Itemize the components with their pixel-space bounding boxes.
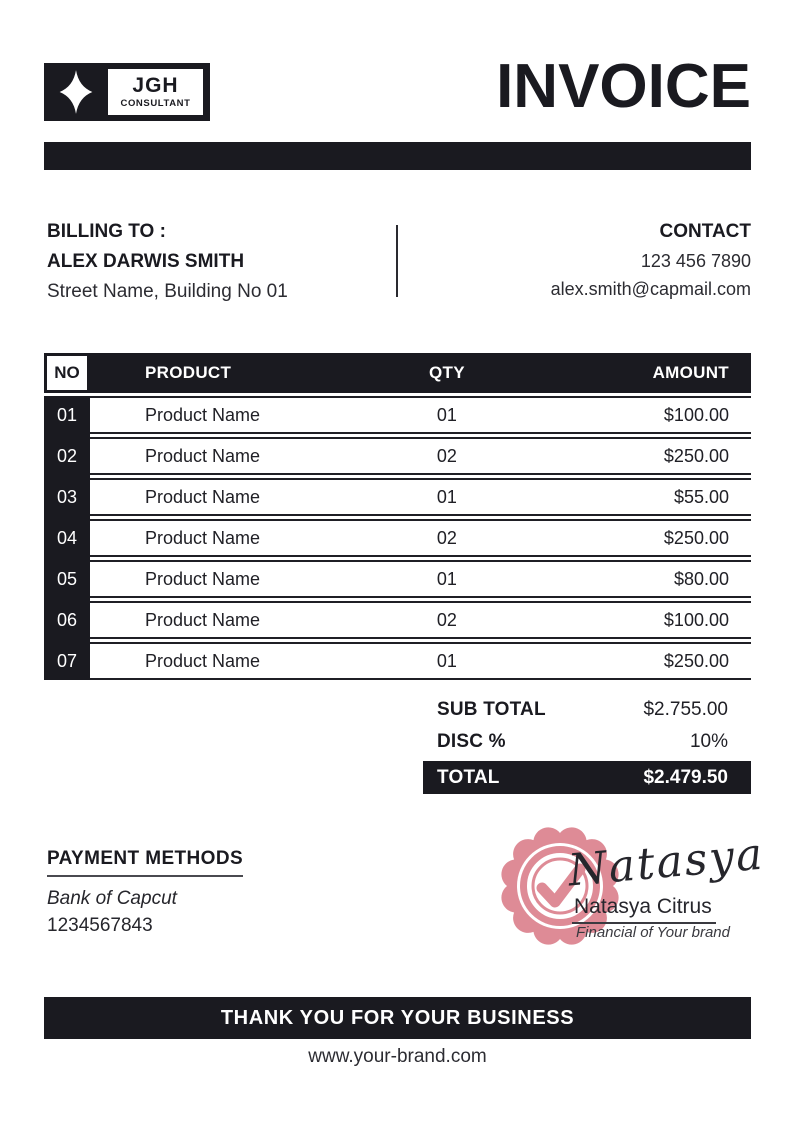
subtotal-row xyxy=(423,694,751,726)
discount-value: 10% xyxy=(689,731,728,752)
payment-bank: Bank of Capcut xyxy=(47,888,177,909)
header-amount: AMOUNT xyxy=(652,363,729,382)
header-qty: QTY xyxy=(428,363,465,382)
thank-you-banner xyxy=(44,997,751,1039)
row-product: Product Name xyxy=(145,650,261,671)
brand-logo xyxy=(44,63,210,121)
row-no: 06 xyxy=(56,609,78,630)
row-content xyxy=(90,437,751,475)
row-qty: 01 xyxy=(436,650,457,671)
table-header-row xyxy=(44,353,751,393)
contact-email: alex.smith@capmail.com xyxy=(550,279,751,299)
row-qty: 01 xyxy=(436,486,457,507)
row-amount: $55.00 xyxy=(673,486,729,507)
total-value: $2.479.50 xyxy=(643,766,728,788)
table-body xyxy=(44,396,751,680)
row-no: 03 xyxy=(56,486,78,507)
brand-initials: JGH xyxy=(132,74,179,97)
row-no: 05 xyxy=(56,568,78,589)
row-content xyxy=(90,560,751,598)
table-row xyxy=(44,396,751,434)
row-content xyxy=(90,601,751,639)
billing-label: BILLING TO : xyxy=(47,221,166,242)
row-amount: $100.00 xyxy=(663,404,729,425)
row-no: 01 xyxy=(56,404,78,425)
row-amount: $80.00 xyxy=(673,568,729,589)
total-label: TOTAL xyxy=(437,766,500,788)
header-divider-bar xyxy=(44,142,751,170)
row-amount: $250.00 xyxy=(663,527,729,548)
billing-address: Street Name, Building No 01 xyxy=(47,281,288,302)
discount-row xyxy=(423,726,751,758)
row-content xyxy=(90,519,751,557)
header-product: PRODUCT xyxy=(145,363,232,382)
signature-script: Natasya xyxy=(565,828,766,897)
discount-label: DISC % xyxy=(437,731,506,752)
brand-subtitle: CONSULTANT xyxy=(120,98,191,109)
row-product: Product Name xyxy=(145,404,261,425)
table-row xyxy=(44,519,751,557)
contact-label: CONTACT xyxy=(659,221,751,242)
row-amount: $100.00 xyxy=(663,609,729,630)
table-row xyxy=(44,601,751,639)
row-qty: 02 xyxy=(436,527,457,548)
page-title: INVOICE xyxy=(496,52,751,121)
header-rest xyxy=(90,353,751,393)
row-product: Product Name xyxy=(145,527,261,548)
row-amount: $250.00 xyxy=(663,445,729,466)
header-no: NO xyxy=(44,353,90,393)
subtotal-value: $2.755.00 xyxy=(643,699,728,720)
row-qty: 02 xyxy=(436,445,457,466)
vertical-divider xyxy=(396,225,398,297)
payment-heading: PAYMENT METHODS xyxy=(47,848,243,877)
table-row xyxy=(44,437,751,475)
table-row xyxy=(44,560,751,598)
signatory-role: Financial of Your brand xyxy=(576,924,730,941)
row-product: Product Name xyxy=(145,486,261,507)
row-product: Product Name xyxy=(145,445,261,466)
signature-block xyxy=(480,815,766,965)
subtotal-label: SUB TOTAL xyxy=(437,699,546,720)
thank-you-text: THANK YOU FOR YOUR BUSINESS xyxy=(220,1006,575,1029)
contact-phone: 123 456 7890 xyxy=(640,251,751,271)
row-content xyxy=(90,478,751,516)
row-no: 07 xyxy=(56,650,78,671)
billing-name: ALEX DARWIS SMITH xyxy=(47,251,245,272)
totals-section xyxy=(423,694,751,794)
payment-account-number: 1234567843 xyxy=(47,915,153,936)
sparkle-icon xyxy=(56,68,96,116)
table-row xyxy=(44,642,751,680)
row-amount: $250.00 xyxy=(663,650,729,671)
signatory-name: Natasya Citrus xyxy=(572,895,716,924)
row-qty: 01 xyxy=(436,404,457,425)
payment-methods-section xyxy=(47,848,243,937)
brand-name-box xyxy=(105,66,206,118)
row-no: 04 xyxy=(56,527,78,548)
website-url: www.your-brand.com xyxy=(308,1046,487,1067)
row-content xyxy=(90,642,751,680)
row-product: Product Name xyxy=(145,568,261,589)
row-qty: 01 xyxy=(436,568,457,589)
row-content xyxy=(90,396,751,434)
total-row xyxy=(423,761,751,794)
row-no: 02 xyxy=(56,445,78,466)
table-row xyxy=(44,478,751,516)
billing-section xyxy=(47,221,288,303)
contact-section xyxy=(551,221,751,300)
items-table xyxy=(44,353,751,680)
row-product: Product Name xyxy=(145,609,261,630)
row-qty: 02 xyxy=(436,609,457,630)
